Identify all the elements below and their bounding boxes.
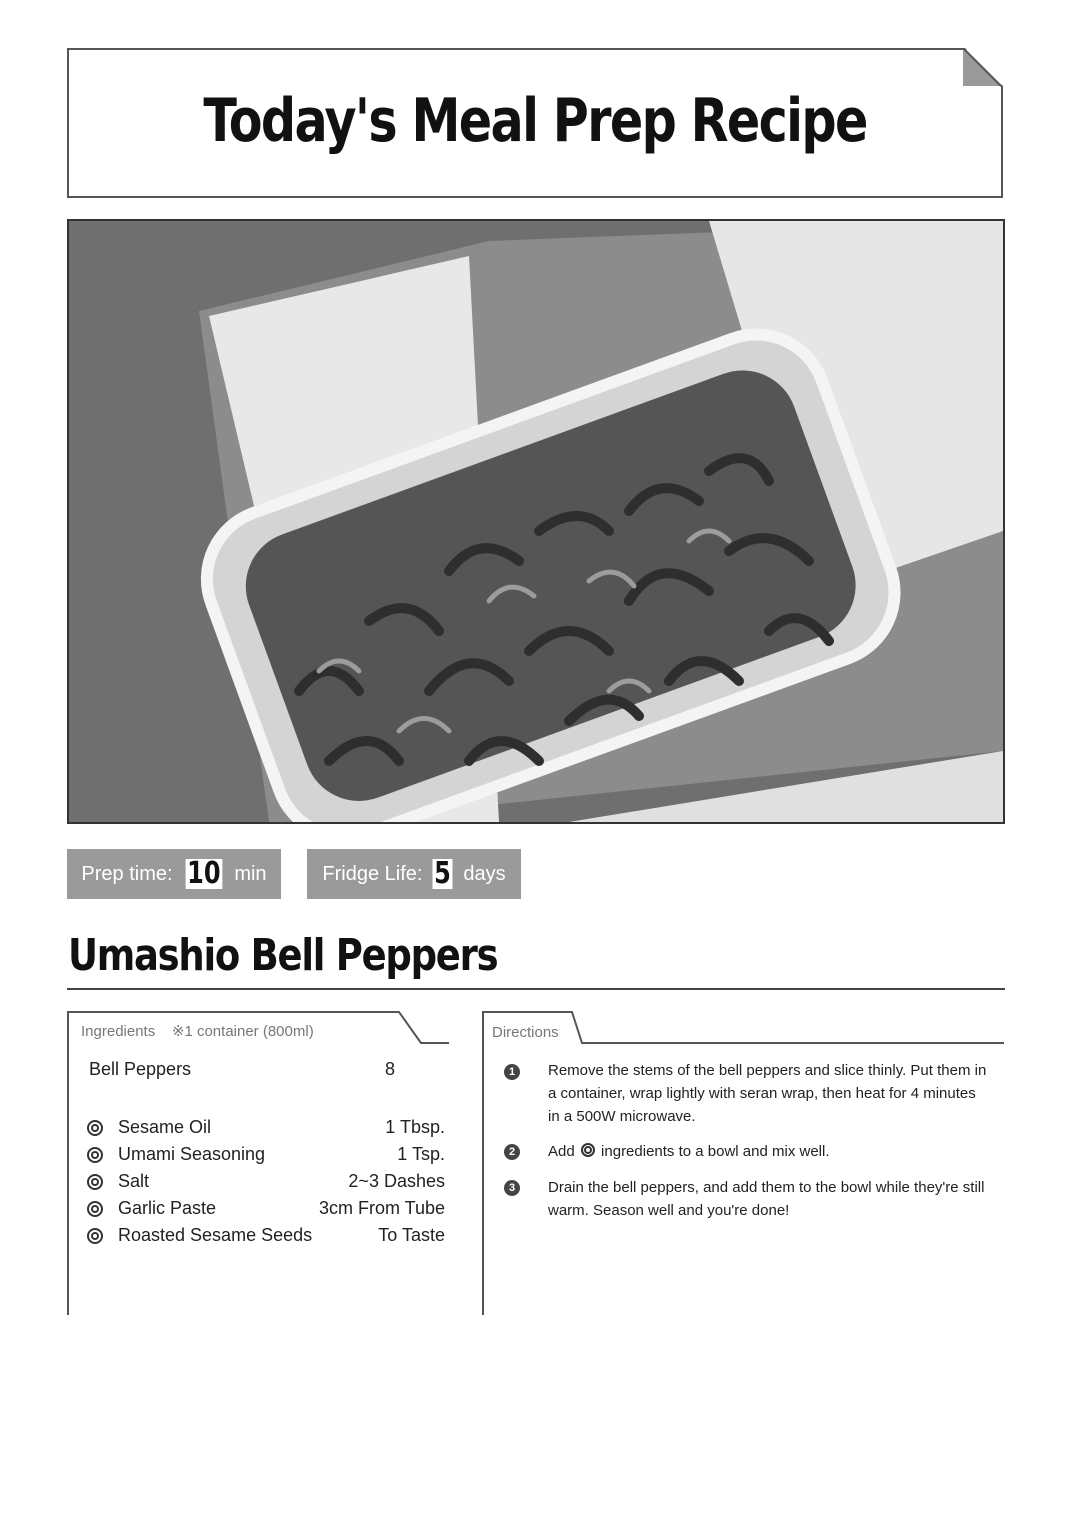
ingredients-panel: [67, 1010, 449, 1315]
directions-tab-label: Directions: [492, 1024, 559, 1041]
ingredient-amount: 3cm From Tube: [318, 1198, 445, 1218]
yield-note: ※1 container (800ml): [171, 1023, 314, 1040]
ingredients-tab-label: Ingredients ※1 container (800ml): [81, 1023, 314, 1040]
ingredient-amount: 1 Tsp.: [397, 1144, 445, 1164]
fridge-life-label: Fridge Life:: [322, 862, 423, 885]
step-text-3: Drain the bell peppers, and add them to the bowl while they're still warm. Season well and you're done!: [548, 1179, 985, 1219]
ingredient-amount: 2~3 Dashes: [348, 1171, 445, 1191]
ingredient-name: Umami Seasoning: [118, 1144, 266, 1164]
fridge-life-value: 5: [434, 856, 452, 891]
ingredient-name: Salt: [118, 1171, 150, 1191]
step-text-2: Add ingredients to a bowl and mix well.: [548, 1143, 830, 1160]
title-banner: [67, 48, 1003, 198]
divider: [67, 988, 1005, 990]
page-title: Today's Meal Prep Recipe: [203, 86, 867, 156]
prep-time-badge: [67, 849, 281, 899]
prep-time-unit: min: [234, 862, 267, 885]
double-circle-icon: [87, 1147, 103, 1163]
ingredient-name: Garlic Paste: [118, 1198, 217, 1218]
step-number-1: 1: [504, 1064, 520, 1080]
fridge-life-badge: [307, 849, 521, 899]
ingredient-amount: To Taste: [378, 1225, 445, 1245]
ingredient-name: Roasted Sesame Seeds: [118, 1225, 313, 1245]
step-number-2: 2: [504, 1144, 520, 1160]
directions-panel: [482, 1010, 1004, 1315]
recipe-photo: [67, 219, 1005, 824]
ingredient-name: Sesame Oil: [118, 1117, 212, 1137]
double-circle-icon: [87, 1201, 103, 1217]
double-circle-icon: [87, 1174, 103, 1190]
step-number-3: 3: [504, 1180, 520, 1196]
double-circle-icon: [87, 1228, 103, 1244]
prep-time-label: Prep time:: [81, 862, 173, 885]
fridge-life-unit: days: [463, 862, 506, 885]
recipe-name: Umashio Bell Peppers: [68, 930, 498, 981]
ingredient-main-amount: 8: [385, 1059, 396, 1079]
double-circle-icon: [87, 1120, 103, 1136]
ingredient-main-name: Bell Peppers: [89, 1059, 192, 1079]
corner-fold-icon: [963, 48, 1003, 88]
prep-time-value: 10: [186, 856, 221, 891]
ingredient-amount: 1 Tbsp.: [385, 1117, 445, 1137]
step-text-1: Remove the stems of the bell peppers and slice thinly. Put them in a container, wrap lightly with seran wrap, then heat for 4 minutes in a 500W microwave.: [548, 1062, 987, 1125]
double-circle-icon: [581, 1143, 595, 1157]
